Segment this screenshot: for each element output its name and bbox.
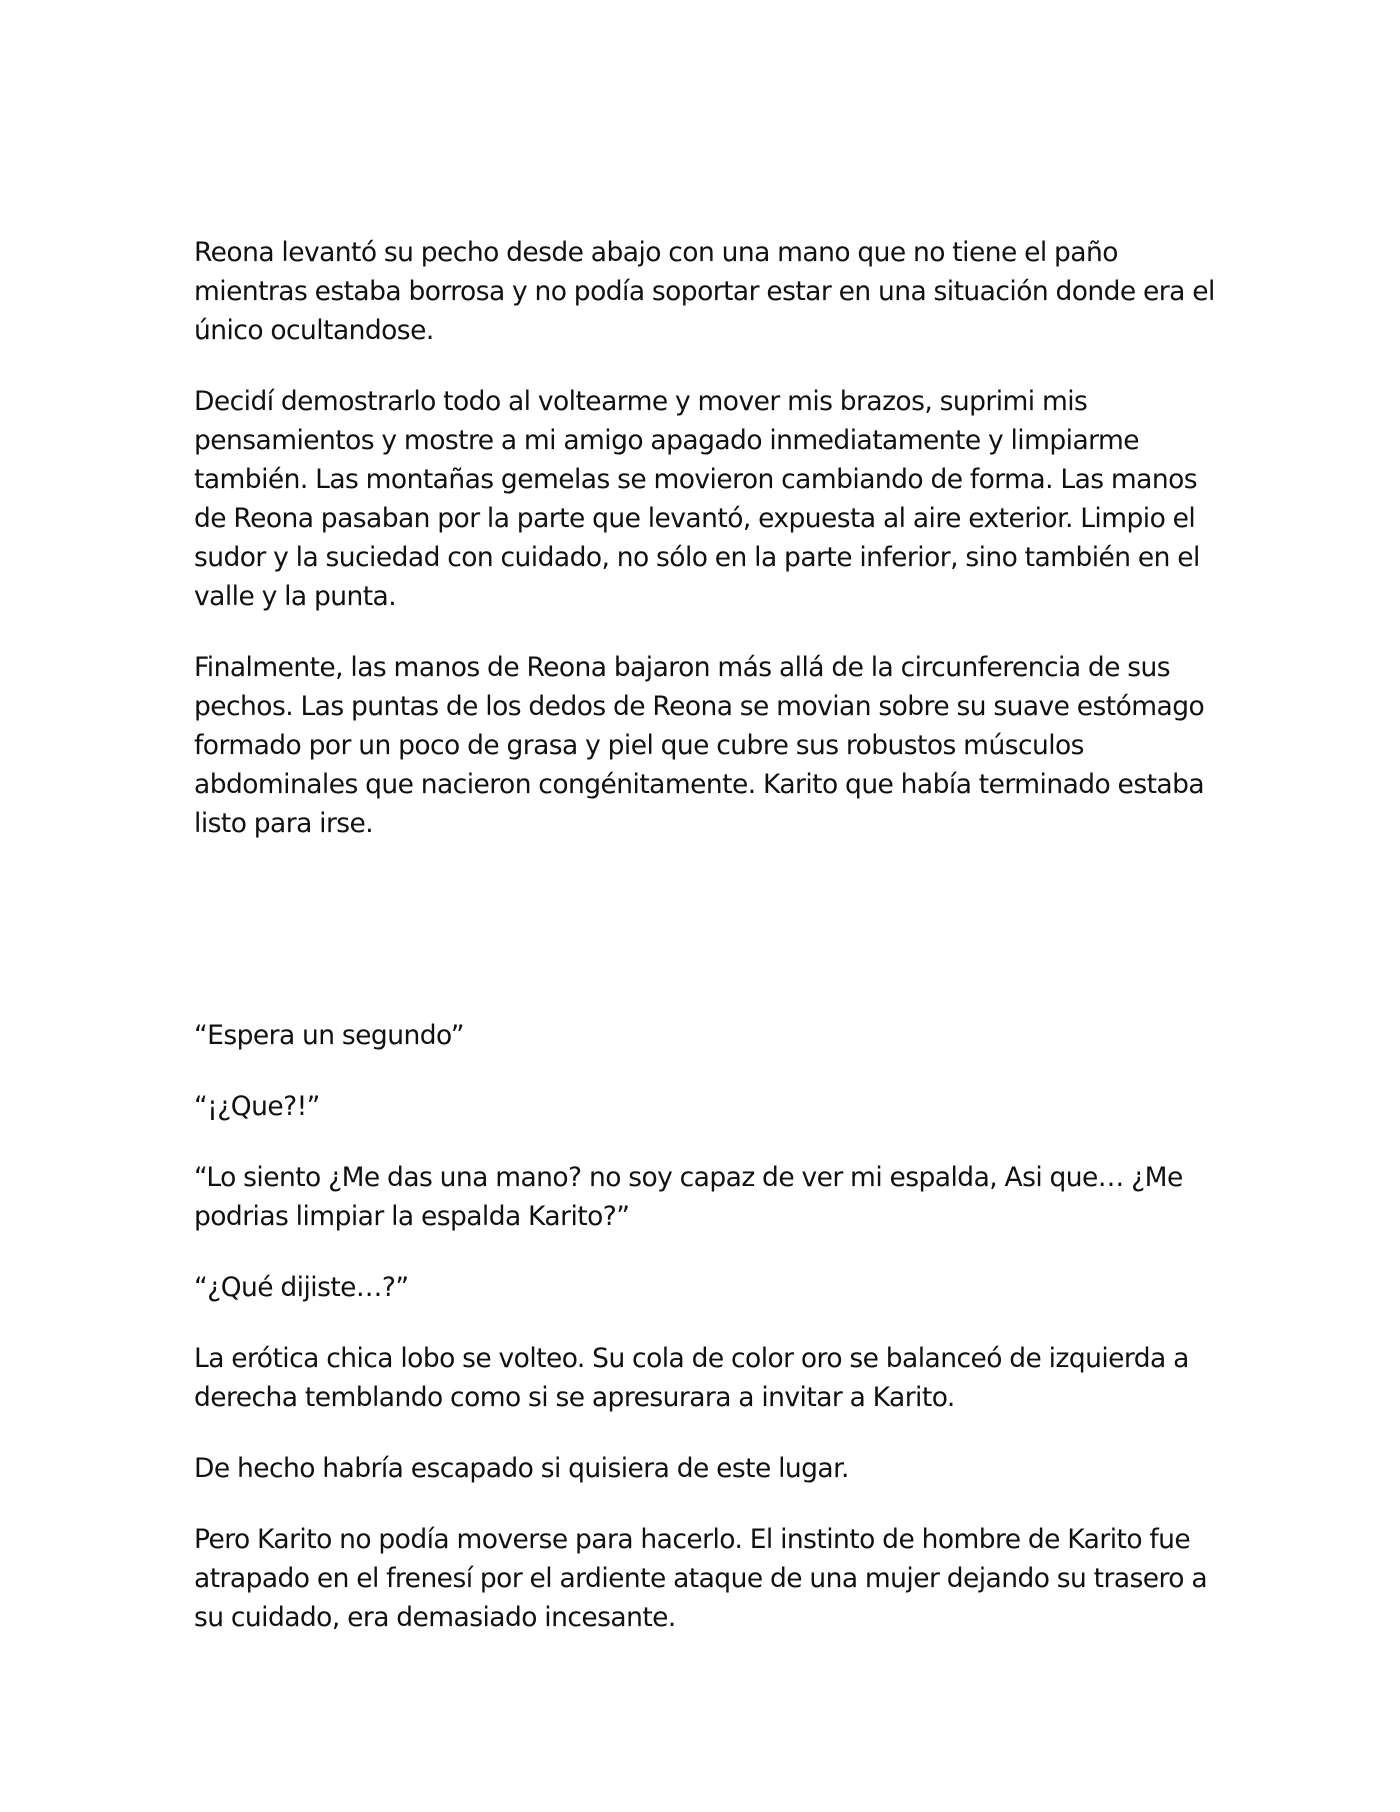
paragraph-spacer	[194, 1488, 1234, 1520]
paragraph: De hecho habría escapado si quisiera de este lugar.	[194, 1453, 849, 1484]
paragraph: Pero Karito no podía moverse para hacerlo. El instinto de hombre de Karito fue atrapado en el frenesí por el ardiente ataque de una mujer dejando su trasero a su cuidado, era demasiado incesante.	[194, 1524, 1208, 1633]
paragraph-spacer	[194, 1307, 1234, 1339]
paragraph-spacer	[194, 1126, 1234, 1158]
paragraph-spacer	[194, 616, 1234, 648]
paragraph: Reona levantó su pecho desde abajo con una mano que no tiene el paño mientras estaba borrosa y no podía soportar estar en una situación donde era el único ocultandose.	[194, 237, 1215, 346]
paragraph: La erótica chica lobo se volteo. Su cola de color oro se balanceó de izquierda a derecha temblando como si se apresurara a invitar a Karito.	[194, 1343, 1189, 1413]
dialogue-line: “Espera un segundo”	[194, 1020, 464, 1051]
paragraph: Decidí demostrarlo todo al voltearme y mover mis brazos, suprimi mis pensamientos y mostre a mi amigo apagado inmediatamente y limpiarme también. Las montañas gemelas se movieron cambiando de forma. Las manos de Reona pasaban por la parte que levantó, expuesta al aire exterior. Limpio el sudor y la suciedad con cuidado, no sólo en la parte inferior, sino también en el valle y la punta.	[194, 386, 1200, 612]
paragraph-spacer	[194, 1417, 1234, 1449]
paragraph-spacer	[194, 1055, 1234, 1087]
text-section-1	[194, 233, 1234, 843]
dialogue-line: “¡¿Que?!”	[194, 1091, 320, 1122]
text-section-2	[194, 1016, 1234, 1637]
dialogue-line: “¿Qué dijiste…?”	[194, 1272, 409, 1303]
paragraph: Finalmente, las manos de Reona bajaron más allá de la circunferencia de sus pechos. Las puntas de los dedos de Reona se movian sobre su suave estómago formado por un poco de grasa y piel que cubre sus robustos músculos abdominales que nacieron congénitamente. Karito que había terminado estaba listo para irse.	[194, 652, 1205, 839]
dialogue-line: “Lo siento ¿Me das una mano? no soy capaz de ver mi espalda, Asi que… ¿Me podrias limpiar la espalda Karito?”	[194, 1162, 1183, 1232]
paragraph-spacer	[194, 350, 1234, 382]
paragraph-spacer	[194, 1236, 1234, 1268]
